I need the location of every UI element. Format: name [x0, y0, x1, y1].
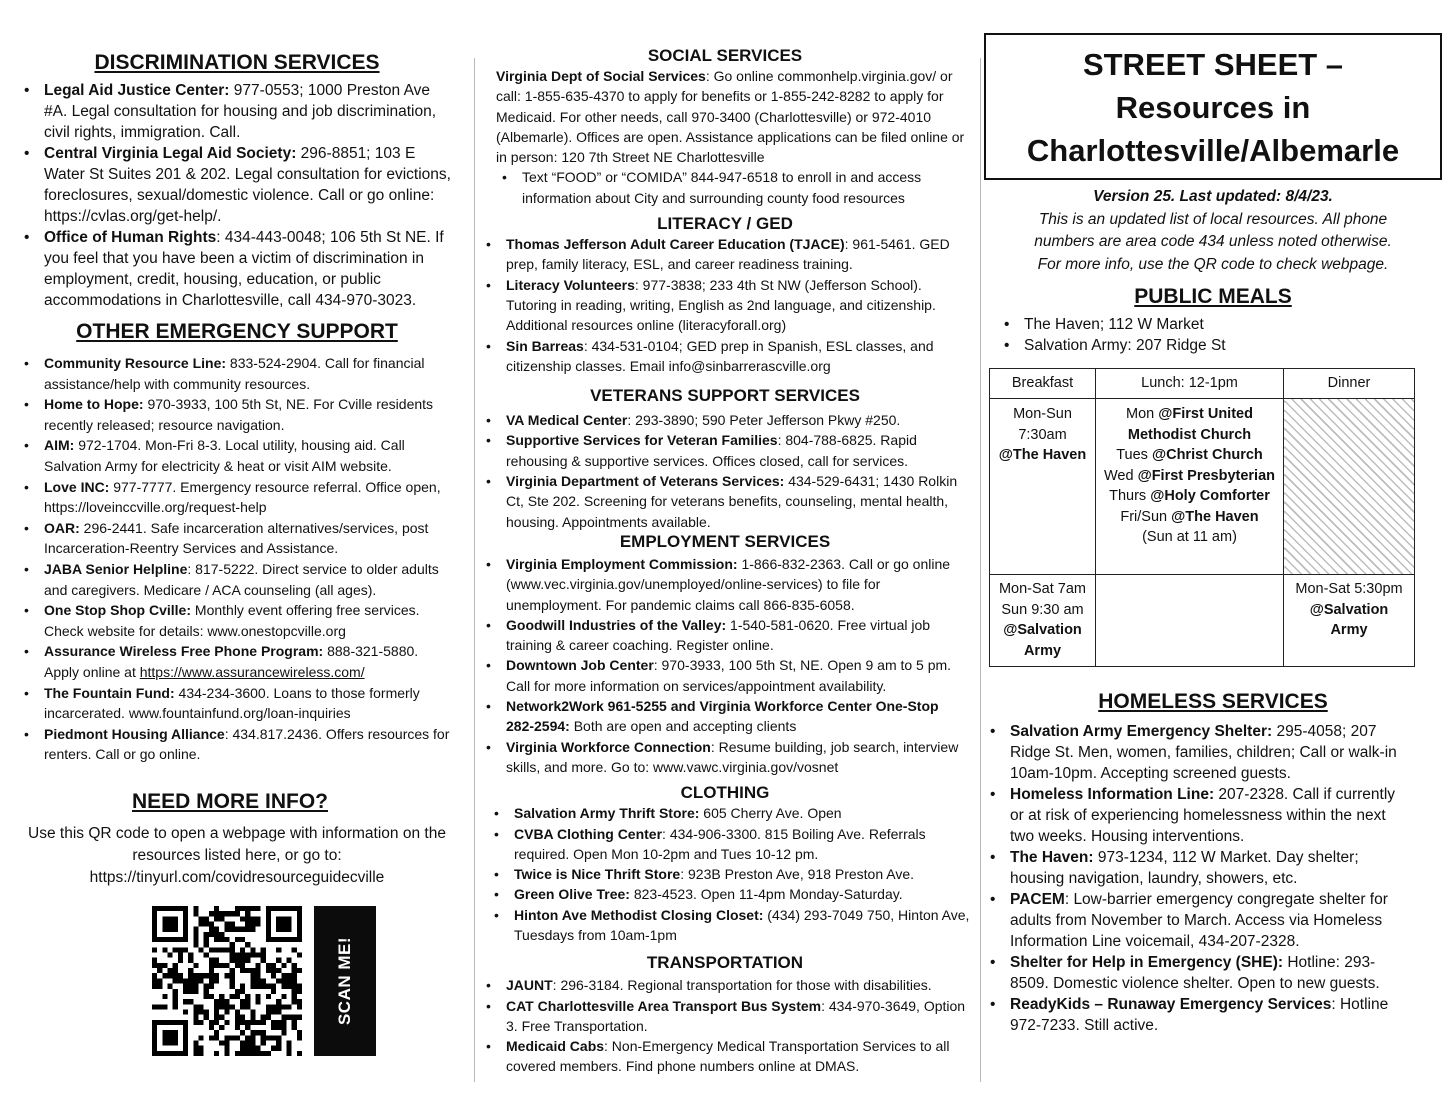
- item-name: Hinton Ave Methodist Closing Closet:: [514, 906, 764, 923]
- lunch-day: Fri/Sun: [1120, 508, 1172, 525]
- column-divider-left: [474, 58, 475, 1082]
- lunch-place: @First United Methodist Church: [1127, 406, 1253, 443]
- item-name: Twice is Nice Thrift Store: [514, 866, 681, 883]
- item-name: OAR:: [44, 519, 80, 536]
- homeless-heading: HOMELESS SERVICES: [1098, 690, 1328, 713]
- title-line-1: STREET SHEET –: [1082, 47, 1344, 82]
- item-text: : 293-3890; 590 Peter Jefferson Pkwy #250.: [627, 412, 901, 429]
- item-name: Network2Work 961-5255 and Virginia Workforce Center One-Stop 282-2594:: [506, 698, 939, 735]
- list-item: [480, 410, 970, 430]
- employment-heading: EMPLOYMENT SERVICES: [619, 531, 831, 551]
- list-item: [18, 353, 456, 394]
- scan-me-text: SCAN ME!: [335, 936, 354, 1026]
- item-text: : 434-970-3649, Option 3. Free Transportation.: [506, 997, 966, 1034]
- item-name: Community Resource Line:: [44, 355, 227, 371]
- clothing-list: [480, 803, 970, 945]
- list-item: [18, 641, 456, 682]
- column-middle: [480, 0, 970, 1077]
- item-name: AIM:: [44, 437, 75, 454]
- list-item: [488, 905, 970, 946]
- item-text: Both are open and accepting clients: [569, 718, 797, 735]
- item-name: CAT Charlottesville Area Transport Bus System: [506, 997, 822, 1014]
- item-text: 833-524-2904. Call for financial assistance/help with community resources.: [44, 355, 425, 392]
- item-text: : 434-531-0104; GED prep in Spanish, ESL classes, and citizenship classes. Email info@sinbarrerascville.org: [506, 337, 934, 374]
- lunch-line: [1096, 486, 1283, 507]
- item-name: Virginia Dept of Social Services: [496, 68, 706, 84]
- list-item: [18, 394, 456, 435]
- assurance-wireless-link[interactable]: https://www.assurancewireless.com/: [139, 663, 365, 680]
- item-text: : 434.817.2436. Offers resources for renters. Call or go online.: [44, 725, 450, 763]
- veterans-list: [480, 410, 970, 532]
- list-item: [488, 864, 970, 884]
- list-item: [488, 824, 970, 865]
- list-item: [984, 847, 1412, 889]
- item-name: Virginia Workforce Connection: [506, 738, 711, 755]
- version-note-3: For more info, use the QR code to check webpage.: [1037, 255, 1389, 273]
- item-text: 970-3933, 100 5th St, NE. For Cville residents recently released; resource navigation.: [44, 396, 434, 433]
- list-item: • Salvation Army: 207 Ridge St: [998, 335, 1442, 356]
- list-item: [18, 518, 456, 559]
- list-item: [18, 227, 456, 311]
- qr-block: [152, 906, 376, 1056]
- item-text: 295-4058; 207 Ridge St. Men, women, families, children; Call or walk-in 10am-10pm. Accepting screened guests.: [1010, 723, 1397, 782]
- item-name: Medicaid Cabs: [506, 1038, 605, 1055]
- emergency-heading: OTHER EMERGENCY SUPPORT: [76, 320, 398, 343]
- discrimination-list: [18, 80, 456, 311]
- item-name: Sin Barreas: [506, 337, 584, 354]
- title-line-3: Charlottesville/Albemarle: [1026, 133, 1400, 168]
- version-line: Version 25. Last updated: 8/4/23.: [1093, 188, 1333, 205]
- item-name: CVBA Clothing Center: [514, 825, 663, 842]
- item-name: Virginia Department of Veterans Services:: [506, 473, 785, 490]
- list-item: • Text “FOOD” or “COMIDA” 844-947-6518 to enroll in and access information about City and surrounding county food resources: [496, 167, 970, 208]
- item-text: 823-4523. Open 11-4pm Monday-Saturday.: [629, 886, 903, 903]
- meals-locations: [984, 314, 1442, 356]
- item-name: Supportive Services for Veteran Families: [506, 432, 778, 449]
- qr-code-icon[interactable]: [152, 906, 302, 1056]
- list-item: [480, 696, 970, 737]
- dinner-cell-hatched: [1284, 399, 1415, 575]
- lunch-day: (Sun at 11 am): [1142, 529, 1237, 545]
- item-name: Salvation Army Emergency Shelter:: [1010, 723, 1273, 740]
- item-name: Downtown Job Center: [506, 657, 654, 674]
- emergency-list: [18, 353, 456, 765]
- table-row: [990, 399, 1415, 575]
- item-name: Office of Human Rights: [44, 229, 217, 246]
- literacy-heading: LITERACY / GED: [657, 214, 793, 234]
- item-text: : 970-3933, 100 5th St, NE. Open 9 am to 5 pm. Call for more information on services/appointment availability.: [506, 657, 952, 694]
- item-name: VA Medical Center: [506, 412, 628, 429]
- list-item: [18, 80, 456, 143]
- column-divider-right: [980, 58, 981, 1082]
- version-info: [984, 186, 1442, 276]
- item-name: The Fountain Fund:: [44, 684, 175, 701]
- dinner-cell-2: [1284, 575, 1415, 667]
- list-item: [984, 784, 1412, 847]
- list-item: [18, 477, 456, 518]
- cell-line: @Salvation Army: [1003, 622, 1082, 659]
- item-text: : Go online commonhelp.virginia.gov/ or call: 1-855-635-4370 to apply for benefits or 1-855-242-8282 to apply for Medicaid. For other needs, call 970-3400 (Charlottesville) or 972-4010 (Albemarle). Offices are open. Assistance applications can be filed online or in person: 120 7th Street NE Charlottesville: [496, 68, 965, 166]
- item-name: Central Virginia Legal Aid Society:: [44, 145, 297, 162]
- item-text: 1-540-581-0620. Free virtual job training & career coaching. Register online.: [506, 616, 931, 654]
- list-item: [480, 996, 970, 1037]
- lunch-cell-2: [1096, 575, 1284, 667]
- item-text: 605 Cherry Ave. Open: [699, 805, 842, 822]
- list-item: [480, 275, 970, 336]
- column-left: [18, 0, 456, 889]
- item-text: : 977-3838; 233 4th St NW (Jefferson School). Tutoring in reading, writing, English as 2nd language, and citizenship. Additional resources online (literacyforall.org): [506, 276, 936, 334]
- item-text: 434-234-3600. Loans to those formerly incarcerated. www.fountainfund.org/loan-inquiries: [44, 684, 420, 722]
- title-box: [984, 33, 1442, 180]
- list-item: [480, 655, 970, 696]
- social-sublist: [480, 167, 970, 208]
- item-name: One Stop Shop Cville:: [44, 602, 192, 619]
- item-name: ReadyKids – Runaway Emergency Services: [1010, 996, 1332, 1013]
- item-name: PACEM: [1010, 891, 1065, 908]
- cell-line: 7:30am: [1018, 426, 1067, 443]
- item-text: Monthly event offering free services. Check website for details: www.onestopcville.org: [44, 602, 420, 639]
- cell-line: @Salvation Army: [1309, 601, 1389, 638]
- lunch-place: @Christ Church: [1151, 447, 1263, 463]
- item-text: 972-1704. Mon-Fri 8-3. Local utility, housing aid. Call Salvation Army for electricity & heat or visit AIM website.: [44, 437, 405, 474]
- item-text: : Resume building, job search, interview skills, and more. Go to: www.vawc.virginia.gov/vosnet: [506, 738, 959, 775]
- item-text: : 804-788-6825. Rapid rehousing & supportive services. Offices closed, call for services.: [506, 432, 917, 469]
- item-name: Salvation Army Thrift Store:: [514, 805, 700, 822]
- item-text: : Non-Emergency Medical Transportation Services to all covered members. Find phone numbers online at DMAS.: [506, 1038, 950, 1075]
- item-text: : 296-3184. Regional transportation for those with disabilities.: [552, 977, 932, 994]
- list-item: [488, 884, 970, 904]
- item-name: Goodwill Industries of the Valley:: [506, 616, 727, 633]
- lunch-day: Thurs: [1109, 488, 1151, 504]
- item-text: 296-2441. Safe incarceration alternatives/services, post Incarceration-Reentry Services and Assistance.: [44, 519, 429, 557]
- scan-me-label: [314, 906, 376, 1056]
- version-note-2: numbers are area code 434 unless noted otherwise.: [1034, 233, 1392, 250]
- item-text: 1-866-832-2363. Call or go online (www.vec.virginia.gov/unemployed/online-services) to file for unemployment. For pandemic claims call 866-835-6058.: [506, 555, 951, 613]
- lunch-line: [1096, 404, 1283, 445]
- version-note-1: This is an updated list of local resources. All phone: [1038, 210, 1388, 228]
- cell-line: Sun 9:30 am: [1001, 601, 1084, 618]
- lunch-day: Wed: [1103, 467, 1138, 484]
- meals-table: [989, 368, 1415, 667]
- item-name: Shelter for Help in Emergency (SHE):: [1010, 954, 1284, 971]
- lunch-place: @First Presbyterian: [1137, 467, 1276, 484]
- item-text: : Hotline 972-7233. Still active.: [1010, 996, 1389, 1034]
- lunch-line: [1096, 466, 1283, 487]
- list-item: [480, 975, 970, 995]
- cell-line: Mon-Sun: [1013, 406, 1072, 422]
- list-item: [480, 430, 970, 471]
- veterans-heading: VETERANS SUPPORT SERVICES: [590, 386, 860, 406]
- homeless-list: [984, 721, 1442, 1036]
- item-name: Homeless Information Line:: [1010, 786, 1215, 803]
- item-text: : 434-906-3300. 815 Boiling Ave. Referrals required. Open Mon 10-2pm and Tues 10-12 pm.: [514, 825, 926, 862]
- list-item: [480, 554, 970, 615]
- social-text: [480, 66, 970, 167]
- list-item: [18, 435, 456, 476]
- item-name: Thomas Jefferson Adult Career Education (TJACE): [506, 236, 845, 253]
- breakfast-cell-1: [990, 399, 1096, 575]
- lunch-line: [1096, 527, 1283, 548]
- col-header-breakfast: Breakfast: [990, 369, 1096, 399]
- list-item: [480, 1036, 970, 1077]
- list-item: [480, 336, 970, 377]
- item-name: Piedmont Housing Alliance: [44, 725, 225, 742]
- list-item: [984, 994, 1412, 1036]
- list-item: [984, 721, 1412, 784]
- discrimination-heading: DISCRIMINATION SERVICES: [94, 51, 380, 74]
- employment-list: [480, 554, 970, 777]
- lunch-day: Tues: [1116, 447, 1152, 463]
- list-item: [480, 234, 970, 275]
- item-name: Green Olive Tree:: [514, 886, 630, 903]
- item-text: (434) 293-7049 750, Hinton Ave, Tuesdays from 10am-1pm: [514, 906, 970, 943]
- cell-line: Mon-Sat 7am: [998, 581, 1087, 597]
- list-item: [18, 559, 456, 600]
- list-item: [480, 737, 970, 778]
- item-text: 434-529-6431; 1430 Rolkin Ct, Ste 202. Screening for veterans benefits, counseling, mental health, housing. Appointments available.: [506, 473, 958, 530]
- item-text: 296-8851; 103 E Water St Suites 201 & 202. Legal consultation for evictions, foreclosures, sexual/domestic violence. Call or go online: https://cvlas.org/get-help/.: [44, 145, 451, 225]
- lunch-day: Mon: [1126, 406, 1159, 422]
- list-item: [18, 683, 456, 724]
- item-name: The Haven:: [1010, 849, 1094, 866]
- clothing-heading: CLOTHING: [680, 783, 770, 803]
- more-info-heading: NEED MORE INFO?: [131, 789, 328, 813]
- breakfast-cell-2: [990, 575, 1096, 667]
- table-row: [990, 575, 1415, 667]
- lunch-place: @The Haven: [1171, 508, 1259, 525]
- item-text: : 923B Preston Ave, 918 Preston Ave.: [680, 866, 914, 883]
- cell-line: @The Haven: [998, 447, 1087, 463]
- lunch-cell-1: [1096, 399, 1284, 575]
- item-name: Assurance Wireless Free Phone Program:: [44, 643, 324, 660]
- item-text: : 961-5461. GED prep, family literacy, ESL, and career readiness training.: [506, 236, 950, 273]
- cell-line: Mon-Sat 5:30pm: [1295, 581, 1403, 597]
- item-name: Virginia Employment Commission:: [506, 555, 738, 572]
- list-item: [984, 889, 1412, 952]
- list-item: [18, 724, 456, 765]
- title-line-2: Resources in: [1115, 90, 1311, 125]
- more-info-text: Use this QR code to open a webpage with information on the resources listed here, or go to: https://tinyurl.com/covidresourceguidecville: [28, 824, 446, 886]
- transportation-list: [480, 975, 970, 1076]
- meals-heading: PUBLIC MEALS: [1134, 285, 1292, 308]
- list-item: [480, 615, 970, 656]
- list-item: [488, 803, 970, 823]
- item-name: Legal Aid Justice Center:: [44, 82, 230, 99]
- item-text: Hotline: 293-8509. Domestic violence shelter. Open to new guests.: [1010, 954, 1380, 992]
- item-name: JAUNT: [506, 977, 553, 994]
- list-item: [480, 471, 970, 532]
- col-header-lunch: Lunch: 12-1pm: [1096, 369, 1284, 399]
- item-text: 888-321-5880. Apply online at: [44, 643, 419, 680]
- list-item: [18, 143, 456, 227]
- list-item: • The Haven; 112 W Market: [998, 314, 1442, 335]
- item-name: JABA Senior Helpline: [44, 560, 188, 577]
- lunch-line: [1096, 507, 1283, 528]
- column-right: [984, 0, 1442, 1036]
- social-heading: SOCIAL SERVICES: [647, 46, 803, 65]
- list-item: [18, 600, 456, 641]
- item-text: 973-1234, 112 W Market. Day shelter; housing navigation, laundry, showers, etc.: [1010, 849, 1359, 887]
- transportation-heading: TRANSPORTATION: [646, 953, 804, 973]
- col-header-dinner: Dinner: [1284, 369, 1415, 399]
- item-text: 977-0553; 1000 Preston Ave #A. Legal consultation for housing and job discrimination, civil rights, immigration. Call.: [44, 82, 437, 141]
- lunch-line: [1096, 445, 1283, 466]
- item-text: : 434-443-0048; 106 5th St NE. If you feel that you have been a victim of discrimination in employment, credit, housing, education, or public accommodations in Charlottesville, call 434-970-3023.: [44, 229, 444, 309]
- item-name: Literacy Volunteers: [506, 276, 635, 293]
- item-name: Love INC:: [44, 478, 110, 495]
- lunch-place: @Holy Comforter: [1150, 488, 1270, 504]
- item-name: Home to Hope:: [44, 396, 144, 413]
- item-text: 977-7777. Emergency resource referral. Office open, https://loveinccville.org/request-help: [44, 478, 441, 516]
- item-text: : 817-5222. Direct service to older adults and caregivers. Medicare / ACA counseling (all ages).: [44, 560, 439, 598]
- item-text: 207-2328. Call if currently or at risk of experiencing homelessness within the next two weeks. Housing interventions.: [1010, 786, 1396, 845]
- list-item: [984, 952, 1412, 994]
- item-text: : Low-barrier emergency congregate shelter for adults from November to March. Access via Homeless Information Line voicemail, 434-207-2328.: [1010, 891, 1388, 950]
- table-header-row: [990, 369, 1415, 399]
- literacy-list: [480, 234, 970, 376]
